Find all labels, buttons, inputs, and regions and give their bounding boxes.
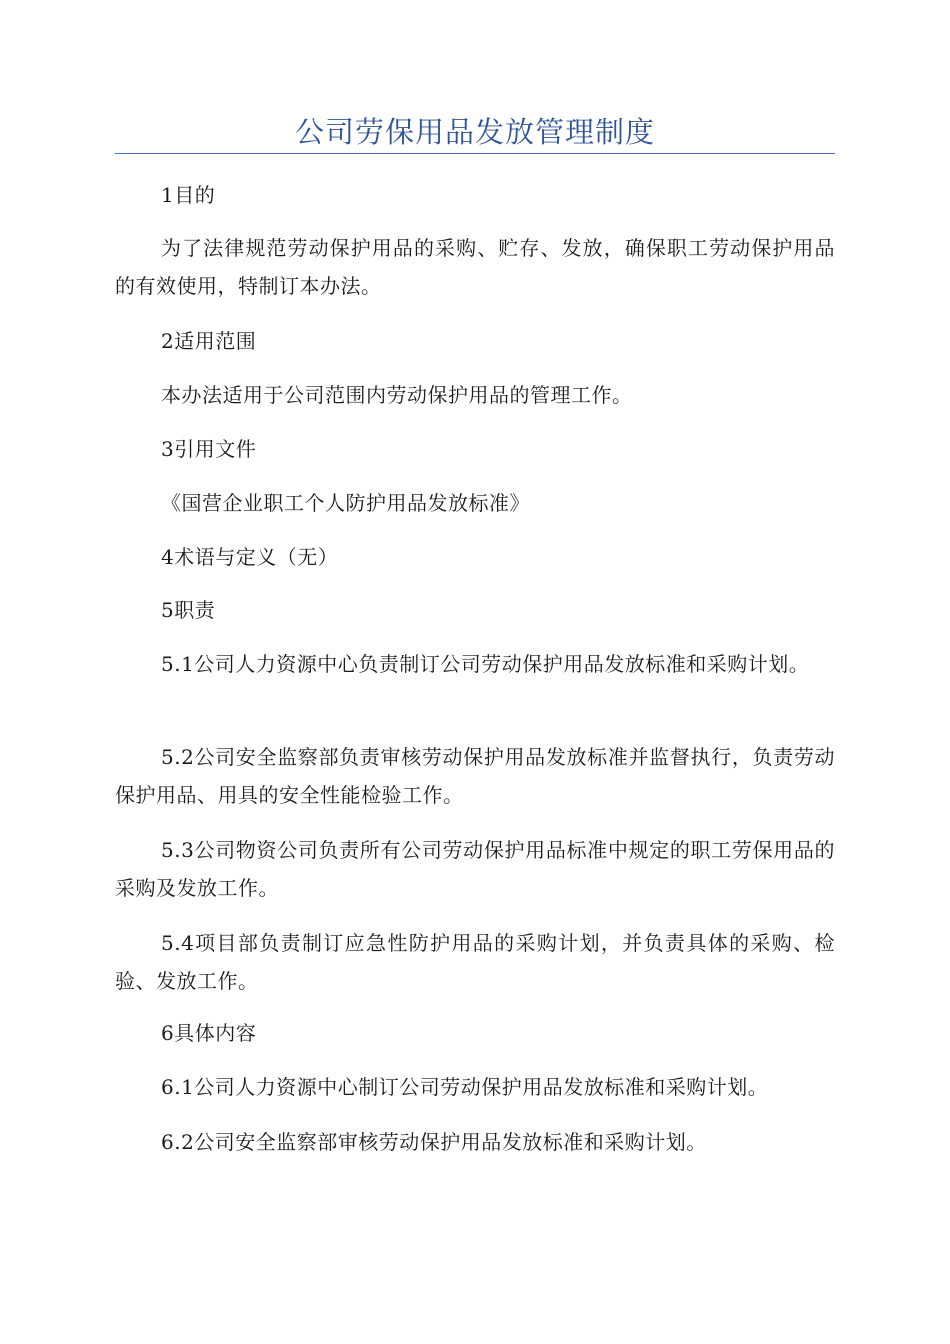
paragraph-purpose: 为了法律规范劳动保护用品的采购、贮存、发放，确保职工劳动保护用品的有效使用，特制订本办法。 [115,236,835,298]
paragraph-scope: 本办法适用于公司范围内劳动保护用品的管理工作。 [161,383,633,407]
section-heading-scope: 2适用范围 [161,329,257,353]
paragraph-references: 《国营企业职工个人防护用品发放标准》 [161,491,530,515]
section-heading-content: 6具体内容 [161,1021,257,1045]
paragraph-5-1: 5.1公司人力资源中心负责制订公司劳动保护用品发放标准和采购计划。 [161,652,810,676]
document-title: 公司劳保用品发放管理制度 [294,115,655,149]
section-heading-references: 3引用文件 [161,437,257,461]
section-heading-terms: 4术语与定义（无） [161,545,339,569]
section-heading-responsibilities: 5职责 [161,598,216,622]
paragraph-5-2: 5.2公司安全监察部负责审核劳动保护用品发放标准并监督执行，负责劳动保护用品、用具的安全性能检验工作。 [115,745,835,807]
paragraph-5-3: 5.3公司物资公司负责所有公司劳动保护用品标准中规定的职工劳保用品的采购及发放工作。 [115,838,835,900]
title-underline [115,153,835,154]
paragraph-6-1: 6.1公司人力资源中心制订公司劳动保护用品发放标准和采购计划。 [161,1075,769,1099]
section-heading-purpose: 1目的 [161,183,216,207]
paragraph-5-4: 5.4项目部负责制订应急性防护用品的采购计划，并负责具体的采购、检验、发放工作。 [115,931,835,993]
paragraph-6-2: 6.2公司安全监察部审核劳动保护用品发放标准和采购计划。 [161,1130,707,1154]
